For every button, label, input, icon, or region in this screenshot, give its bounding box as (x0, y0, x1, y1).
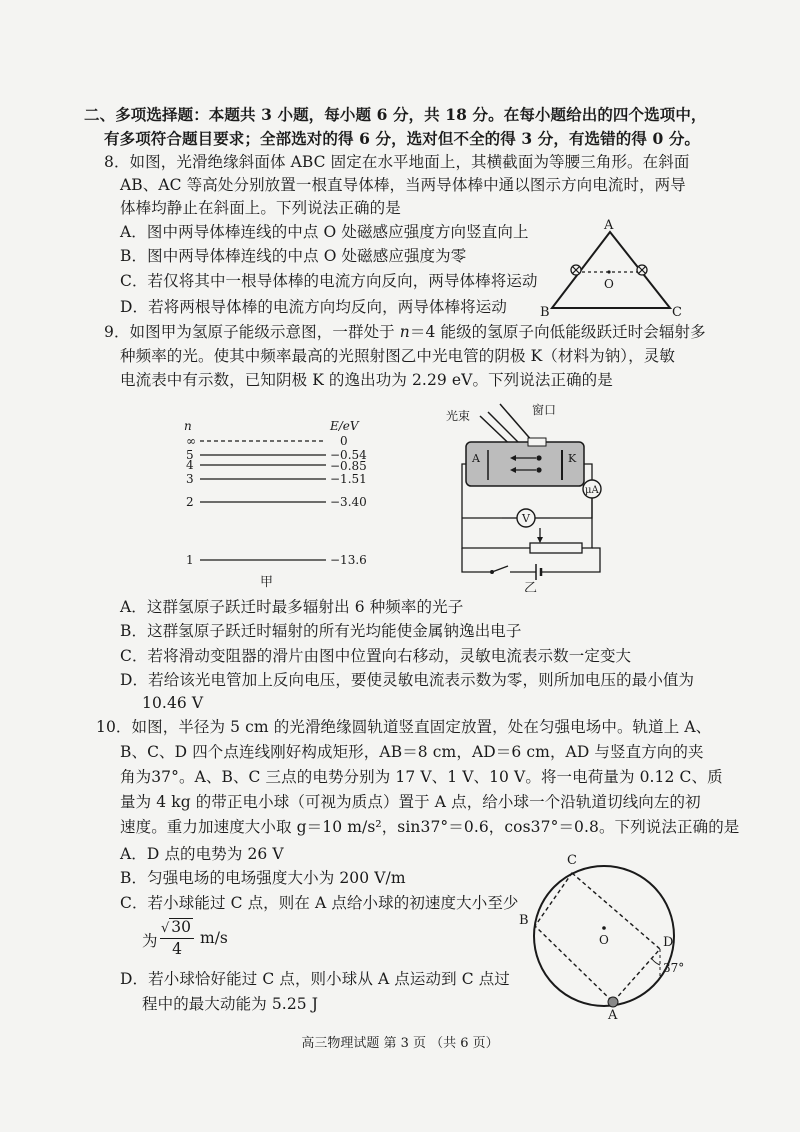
q8-triangle-figure (540, 218, 690, 323)
q10-option-c-line1: C．若小球能过 C 点，则在 A 点给小球的初速度大小至少 (120, 894, 519, 912)
q10-fraction-denominator: 4 (160, 938, 194, 959)
label-window: 窗口 (532, 403, 557, 417)
triangle-abc (552, 232, 670, 308)
rheostat (530, 543, 582, 553)
level-n-header: n (184, 419, 192, 433)
label-light-beam: 光束 (446, 409, 471, 423)
q8-option-b: B．图中两导体棒连线的中点 O 处磁感应强度为零 (120, 247, 467, 265)
level-e-2: −3.40 (330, 495, 367, 509)
label-microammeter: μA (585, 485, 599, 496)
q10-option-d-line2: 程中的最大动能为 5.25 J (142, 995, 319, 1013)
q10-label-a: A (608, 1008, 618, 1020)
q10-stem-line2: B、C、D 四个点连线刚好构成矩形，AB＝8 cm，AD＝6 cm，AD 与竖直方向的夹 (120, 743, 704, 761)
q9-option-b: B．这群氢原子跃迁时辐射的所有光均能使金属钠逸出电子 (120, 622, 522, 640)
level-e-inf: 0 (340, 434, 348, 448)
level-n-1: 1 (186, 553, 194, 567)
rod-left-current-in-icon (571, 265, 581, 275)
label-voltmeter: V (522, 512, 530, 525)
q9-stem-line2: 种频率的光。使其中频率最高的光照射图乙中光电管的阴极 K（材料为钠），灵敏 (120, 347, 675, 365)
level-e-3: −1.51 (330, 472, 367, 486)
q8-option-d: D．若将两根导体棒的电流方向均反向，两导体棒将运动 (120, 298, 507, 316)
q8-option-a: A．图中两导体棒连线的中点 O 处磁感应强度方向竖直向上 (120, 223, 529, 241)
level-e-5: −0.54 (330, 448, 367, 462)
q10-angle-label: 37° (663, 961, 685, 975)
level-e-header: E/eV (330, 419, 359, 433)
energy-level-diagram (180, 418, 380, 593)
switch-lever (492, 566, 508, 572)
q10-label-c: C (567, 853, 577, 868)
charged-ball (608, 997, 618, 1007)
q8-label-o: O (604, 277, 614, 291)
tube-window (528, 438, 546, 446)
q10-stem-line5: 速度。重力加速度大小取 g＝10 m/s²，sin37°＝0.6，cos37°＝0.8。下列说法正确的是 (120, 818, 740, 836)
level-n-4: 4 (186, 458, 194, 472)
q10-label-b: B (519, 913, 529, 928)
wire-right-bottom (582, 498, 592, 548)
q10-stem-line4: 量为 4 kg 的带正电小球（可视为质点）置于 A 点，给小球一个沿轨道切线向左的初 (120, 793, 701, 811)
level-n-5: 5 (186, 448, 194, 462)
level-e-4: −0.85 (330, 459, 367, 473)
q10-stem-line1: 10．如图，半径为 5 cm 的光滑绝缘圆轨道竖直固定放置，处在匀强电场中。轨道上 A、 (96, 718, 712, 736)
q10-fraction (160, 918, 194, 959)
wire-right-top (584, 464, 592, 480)
q8-label-c: C (672, 305, 682, 320)
center-o-dot (602, 926, 606, 930)
photoelectric-circuit (440, 400, 620, 592)
q9-stem-line1-a: 9．如图甲为氢原子能级示意图，一群处于 (104, 323, 400, 341)
q8-option-c: C．若仅将其中一根导体棒的电流方向反向，两导体棒将运动 (120, 272, 538, 290)
q8-label-a: A (604, 218, 614, 233)
q10-fraction-numerator: √ 30 (160, 918, 192, 936)
q9-stem-line1-b: ＝4 能级的氢原子向低能级跃迁时会辐射多 (409, 323, 706, 341)
q10-circle-figure (505, 848, 705, 1020)
wire-right-mid (550, 498, 592, 518)
q10-option-c-prefix: 为 (142, 932, 158, 950)
q8-stem-line1: 8．如图，光滑绝缘斜面体 ABC 固定在水平地面上，其横截面为等腰三角形。在斜面 (104, 153, 690, 171)
level-e-1: −13.6 (330, 553, 367, 567)
q9-stem-n: n (399, 323, 410, 341)
q10-option-d-line1: D．若小球恰好能过 C 点，则小球从 A 点运动到 C 点过 (120, 970, 510, 988)
q9-option-c: C．若将滑动变阻器的滑片由图中位置向右移动，灵敏电流表示数一定变大 (120, 647, 632, 665)
section-header-line2: 有多项符合题目要求；全部选对的得 6 分，选对但不全的得 3 分，有选错的得 0 分。 (104, 129, 701, 148)
q10-option-b: B．匀强电场的电场强度大小为 200 V/m (120, 869, 406, 887)
label-anode: A (472, 452, 480, 465)
rectangle-abcd (535, 873, 660, 1002)
q8-label-b: B (540, 305, 550, 320)
circuit-caption: 乙 (524, 581, 538, 592)
q10-sqrt-radicand: 30 (171, 918, 192, 936)
photocell-tube (466, 442, 584, 486)
level-n-2: 2 (186, 495, 194, 509)
q9-option-d-line2: 10.46 V (142, 694, 204, 712)
q9-option-a: A．这群氢原子跃迁时最多辐射出 6 种频率的光子 (120, 598, 464, 616)
q10-label-o: O (599, 933, 609, 947)
midpoint-o-dot (607, 270, 610, 273)
q10-label-d: D (663, 935, 674, 950)
q9-stem-line3: 电流表中有示数，已知阴极 K 的逸出功为 2.29 eV。下列说法正确的是 (120, 371, 613, 389)
angle-arc (652, 959, 660, 965)
section-header-line1: 二、多项选择题：本题共 3 小题，每小题 6 分，共 18 分。在每小题给出的四个选项中， (84, 105, 707, 124)
level-n-inf: ∞ (186, 434, 196, 448)
wire-bottom-left (462, 548, 490, 572)
q10-stem-line3: 角为37°。A、B、C 三点的电势分别为 17 V、1 V、10 V。将一电荷量为 0.12 C、质 (120, 768, 723, 786)
rod-right-current-in-icon (637, 265, 647, 275)
q9-stem-line1 (104, 321, 706, 343)
q10-option-c-unit: m/s (200, 929, 228, 947)
label-cathode: K (568, 452, 577, 465)
q10-option-a: A．D 点的电势为 26 V (120, 845, 284, 863)
q9-option-d-line1: D．若给该光电管加上反向电压，要使灵敏电流表示数为零，则所加电压的最小值为 (120, 671, 695, 689)
page-footer: 高三物理试题 第 3 页 （共 6 页） (301, 1036, 499, 1051)
energy-diagram-caption: 甲 (260, 575, 274, 590)
level-n-3: 3 (186, 472, 194, 486)
q8-stem-line2: AB、AC 等高处分别放置一根直导体棒，当两导体棒中通以图示方向电流时，两导 (120, 176, 686, 194)
q8-stem-line3: 体棒均静止在斜面上。下列说法正确的是 (120, 199, 401, 217)
